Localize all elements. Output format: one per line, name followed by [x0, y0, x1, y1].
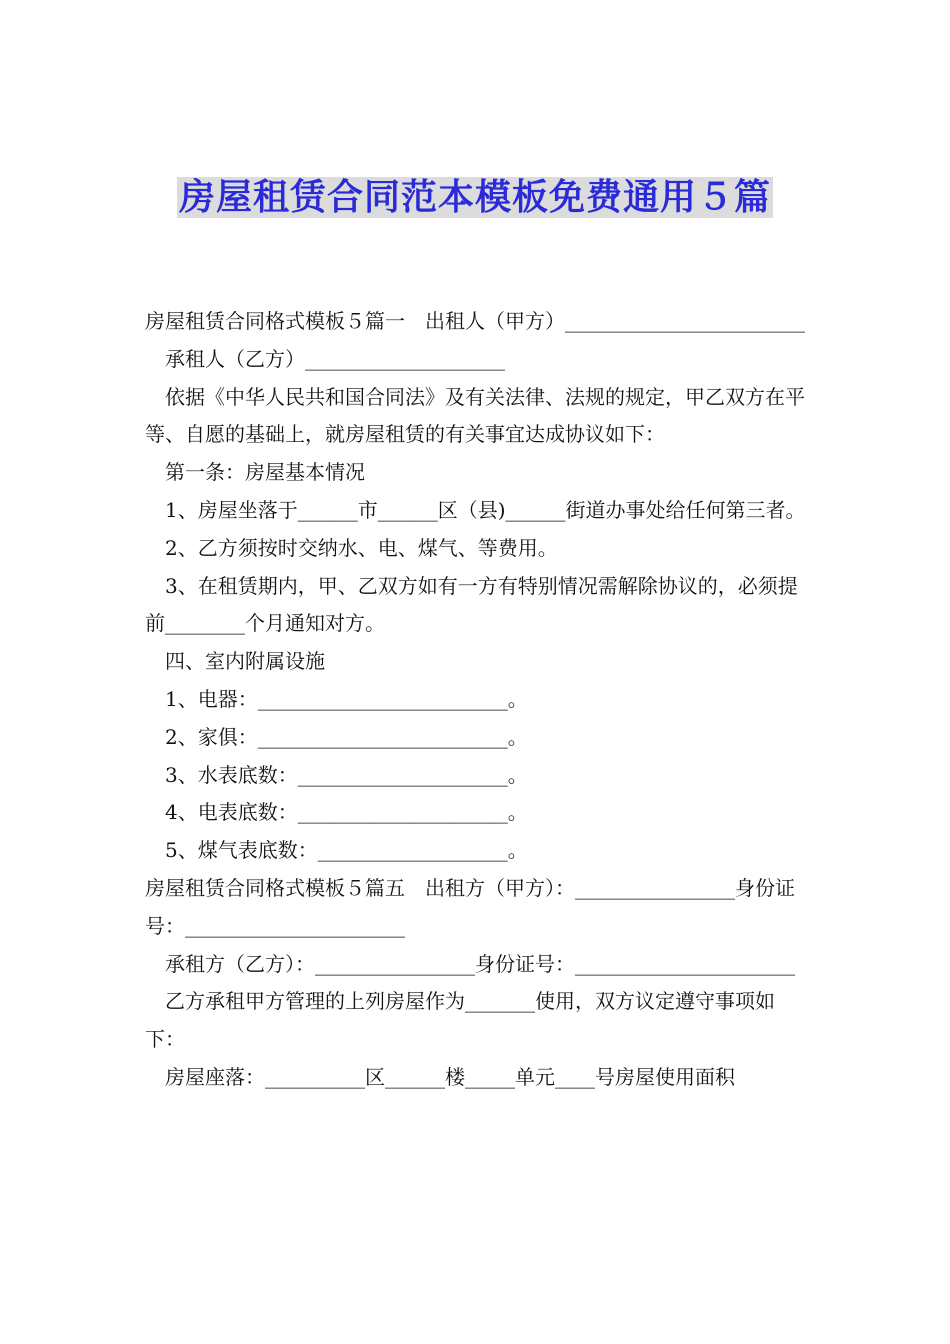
paragraph: 3、在租赁期内，甲、乙双方如有一方有特别情况需解除协议的，必须提前________个月通知对方。	[145, 573, 798, 636]
paragraph: 5、煤气表底数：___________________。	[145, 838, 528, 863]
paragraph: 乙方承租甲方管理的上列房屋作为_______使用，双方议定遵守事项如下：	[145, 989, 775, 1052]
paragraph: 承租方（乙方）：________________身份证号：______________________	[145, 951, 795, 976]
paragraph: 4、电表底数：_____________________。	[145, 800, 528, 825]
paragraph: 第一条：房屋基本情况	[145, 460, 365, 485]
paragraph: 1、电器：_________________________。	[145, 686, 528, 711]
paragraph: 四、室内附属设施	[145, 649, 325, 674]
paragraph: 房屋租赁合同格式模板５篇一 出租人（甲方）________________________	[145, 309, 805, 333]
document-title	[0, 172, 950, 224]
paragraph: 2、家俱：_________________________。	[145, 724, 528, 749]
paragraph: 3、水表底数：_____________________。	[145, 762, 528, 787]
document-body	[145, 303, 810, 1097]
paragraph: 2、乙方须按时交纳水、电、煤气、等费用。	[145, 535, 558, 560]
paragraph: 1、房屋坐落于______市______区（县)______街道办事处给任何第三者。	[145, 497, 806, 522]
document-title-text: 房屋租赁合同范本模板免费通用５篇	[178, 177, 771, 218]
paragraph: 依据《中华人民共和国合同法》及有关法律、法规的规定，甲乙双方在平等、自愿的基础上，就房屋租赁的有关事宜达成协议如下：	[145, 384, 805, 447]
paragraph: 房屋座落：__________区______楼_____单元____号房屋使用面积	[145, 1064, 735, 1089]
paragraph: 房屋租赁合同格式模板５篇五 出租方（甲方）：________________身份证号：______________________	[145, 875, 795, 938]
paragraph: 承租人（乙方）____________________	[145, 346, 505, 371]
